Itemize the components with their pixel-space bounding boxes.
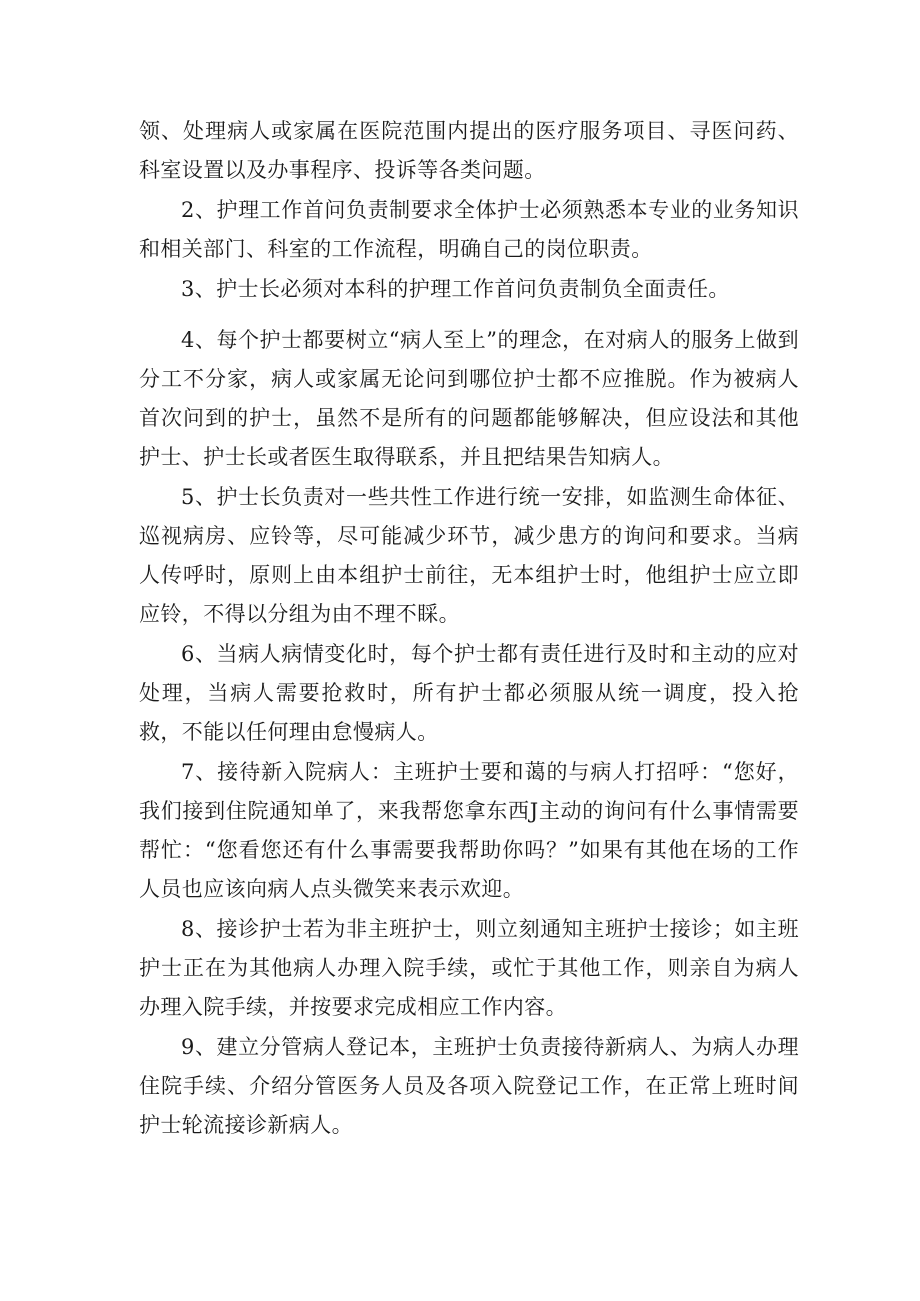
paragraph-item-8: 8、接诊护士若为非主班护士，则立刻通知主班护士接诊；如主班护士正在为其他病人办理入院手续，或忙于其他工作，则亲自为病人办理入院手续，并按要求完成相应工作内容。 <box>139 917 799 1019</box>
document-body <box>139 112 799 1145</box>
paragraph-item-6: 6、当病人病情变化时，每个护士都有责任进行及时和主动的应对处理，当病人需要抢救时，所有护士都必须服从统一调度，投入抢救，不能以任何理由怠慢病人。 <box>139 642 799 744</box>
paragraph-item-4: 4、每个护士都要树立“病人至上”的理念，在对病人的服务上做到分工不分家，病人或家属无论问到哪位护士都不应推脱。作为被病人首次问到的护士，虽然不是所有的问题都能够解决，但应设法和其他护士、护士长或者医生取得联系，并且把结果告知病人。 <box>139 328 799 469</box>
paragraph-item-5: 5、护士长负责对一些共性工作进行统一安排，如监测生命体征、巡视病房、应铃等，尽可能减少环节，减少患方的询问和要求。当病人传呼时，原则上由本组护士前往，无本组护士时，他组护士应立即应铃，不得以分组为由不理不睬。 <box>139 485 799 626</box>
paragraph-continuation: 领、处理病人或家属在医院范围内提出的医疗服务项目、寻医问药、科室设置以及办事程序、投诉等各类问题。 <box>139 119 799 182</box>
paragraph-item-2: 2、护理工作首问负责制要求全体护士必须熟悉本专业的业务知识和相关部门、科室的工作流程，明确自己的岗位职责。 <box>139 198 799 261</box>
paragraph-item-9: 9、建立分管病人登记本，主班护士负责接待新病人、为病人办理住院手续、介绍分管医务人员及各项入院登记工作，在正常上班时间护士轮流接诊新病人。 <box>139 1035 799 1137</box>
paragraph-item-3: 3、护士长必须对本科的护理工作首问负责制负全面责任。 <box>181 277 730 301</box>
paragraph-item-7: 7、接待新入院病人：主班护士要和蔼的与病人打招呼：“您好，我们接到住院通知单了，来我帮您拿东西J主动的询问有什么事情需要帮忙：“您看您还有什么事需要我帮助你吗？”如果有其他在场的工作人员也应该向病人点头微笑来表示欢迎。 <box>139 760 799 901</box>
